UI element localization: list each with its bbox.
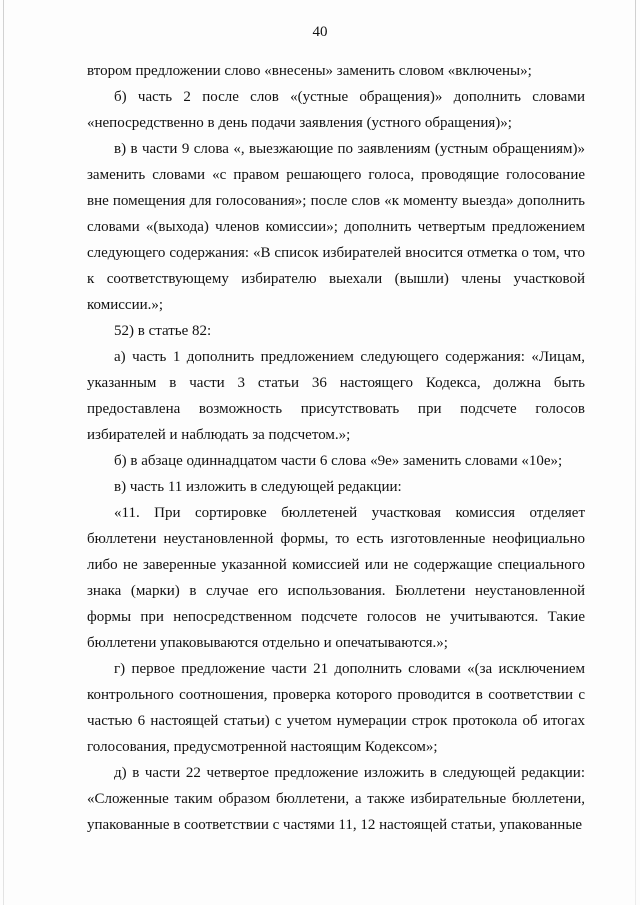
paragraph-part-11-text: «11. При сортировке бюллетеней участковая комиссия отделяет бюллетени неустановленной формы, то есть изготовленные неофициально либо не заверенные указанной комиссией или не содержащие специального знака (марки) в случае его использования. Бюллетени неустановленной формы при непосредственном подсчете голосов не учитываются. Такие бюллетени упаковываются отдельно и опечатываются.»; [87, 505, 585, 651]
paragraph-item-52: 52) в статье 82: [114, 323, 212, 339]
scan-edge-right [635, 0, 636, 905]
paragraph-continuation: втором предложении слово «внесены» заменить словом «включены»; [87, 63, 532, 79]
document-body [87, 58, 585, 838]
paragraph-item-b-2: б) в абзаце одиннадцатом части 6 слова «9е» заменить словами «10е»; [114, 453, 563, 469]
page-number: 40 [312, 24, 328, 40]
scan-edge-left [3, 0, 4, 905]
paragraph-item-v: в) в части 9 слова «, выезжающие по заявлениям (устным обращениям)» заменить словами «с правом решающего голоса, проводящие голосование вне помещения для голосования»; после слов «к моменту выезда» дополнить словами «(выхода) членов комиссии»; дополнить четвертым предложением следующего содержания: «В список избирателей вносится отметка о том, что к соответствующему избирателю выехали (вышли) члены участковой комиссии.»; [87, 141, 585, 313]
paragraph-item-d: д) в части 22 четвертое предложение изложить в следующей редакции: «Сложенные таким образом бюллетени, а также избирательные бюллетени, упакованные в соответствии с частями 11, 12 настоящей статьи, упакованные [87, 765, 585, 833]
paragraph-item-v-2: в) часть 11 изложить в следующей редакции: [114, 479, 402, 495]
paragraph-item-b: б) часть 2 после слов «(устные обращения)» дополнить словами «непосредственно в день подачи заявления (устного обращения)»; [87, 89, 585, 131]
paragraph-item-g: г) первое предложение части 21 дополнить словами «(за исключением контрольного соотношения, проверка которого проводится в соответствии с частью 6 настоящей статьи) с учетом нумерации строк протокола об итогах голосования, предусмотренной настоящим Кодексом»; [87, 661, 585, 755]
paragraph-item-a: а) часть 1 дополнить предложением следующего содержания: «Лицам, указанным в части 3 статьи 36 настоящего Кодекса, должна быть предоставлена возможность присутствовать при подсчете голосов избирателей и наблюдать за подсчетом.»; [87, 349, 585, 443]
